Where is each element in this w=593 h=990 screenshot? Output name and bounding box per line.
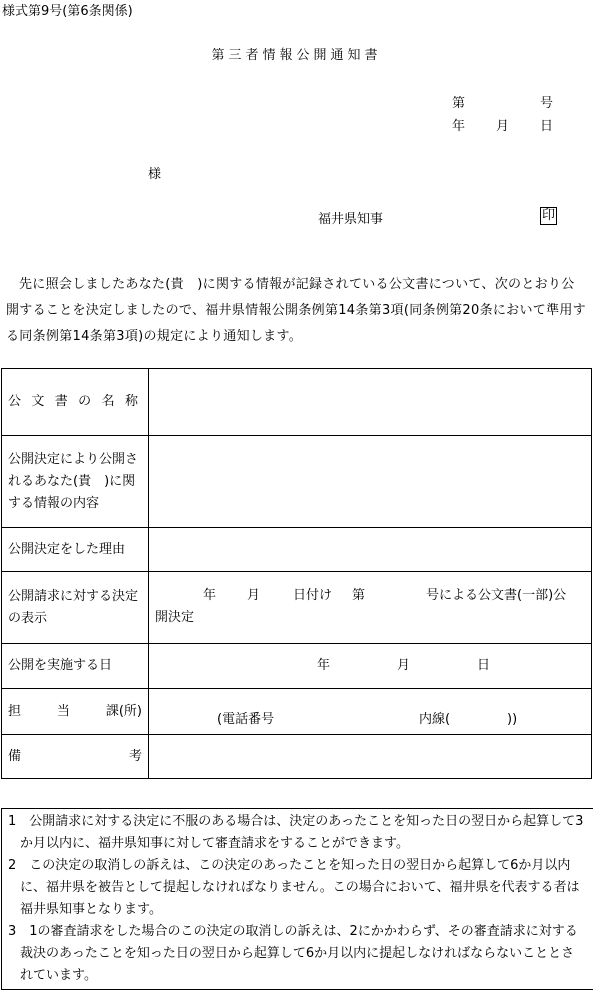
table-row [2,528,592,572]
phone-number-label: (電話番号 [217,712,275,727]
table-row [2,735,592,779]
label-char: 称 [124,394,138,409]
disclosure-table [1,368,592,779]
date-day-label: 日 [540,119,554,134]
remarks-value[interactable] [149,735,592,779]
label-char: 備 [8,748,22,764]
document-name-value[interactable] [149,369,592,436]
disclosed-info-value[interactable] [149,436,592,528]
recipient-label: 様 [148,167,162,182]
department-label [2,689,149,735]
decision-line2-text: 開決定 [155,610,195,625]
disclosure-year-label: 年 [317,658,331,673]
note-item: 3 1の審査請求をした場合のこの決定の取消しの訴えは、2にかかわらず、その審査請求に対する裁決のあったことを知った日の翌日から起算して6か月以内に提起しなければならないこととされています。 [8,924,578,983]
decision-month-label: 月 [247,588,261,603]
label-char: 文 [31,394,45,409]
disclosure-month-label: 月 [397,658,411,673]
remarks-label [2,735,149,779]
table-row [2,369,592,436]
disclosure-date-label: 公開を実施する日 [2,644,149,689]
extension-close: )) [507,712,518,727]
label-char: 考 [128,748,142,764]
label-char: 名 [101,394,115,409]
sender-name: 福井県知事 [318,212,384,227]
disclosure-date-value[interactable] [149,644,592,689]
label-char: 当 [56,703,70,719]
note-item: 1 公開請求に対する決定に不服のある場合は、決定のあったことを知った日の翌日から起算して3か月以内に、福井県知事に対して審査請求をすることができます。 [8,814,584,851]
decision-indication-label: 公開請求に対する決定の表示 [2,572,149,644]
decision-indication-value[interactable] [149,572,592,644]
page-title: 第三者情報公開通知書 [211,48,382,63]
decision-reason-label: 公開決定をした理由 [2,528,149,572]
label-char: 課(所) [105,703,142,719]
date-month-label: 月 [496,119,510,134]
decision-year-label: 年 [203,588,217,603]
label-char: の [78,394,92,409]
form-number: 様式第9号(第6条関係) [2,4,133,19]
decision-dated-label: 日付け [293,588,333,603]
decision-dai-label: 第 [352,588,366,603]
table-row [2,436,592,528]
document-number-suffix: 号 [540,96,554,111]
extension-label: 内線( [419,712,451,727]
document-name-label [2,369,149,436]
table-row [2,689,592,735]
document-number-label: 第 [452,96,466,111]
label-char: 書 [54,394,68,409]
decision-number-text: 号による公文書(一部)公 [426,588,567,603]
date-year-label: 年 [452,119,466,134]
label-char: 担 [8,703,22,719]
decision-reason-value[interactable] [149,528,592,572]
disclosure-day-label: 日 [477,658,491,673]
label-char: 公 [8,394,22,409]
disclosed-info-label: 公開決定により公開されるあなた(貴 )に関する情報の内容 [2,436,149,528]
note-item: 2 この決定の取消しの訴えは、この決定のあったことを知った日の翌日から起算して6か月以内に、福井県を被告として提起しなければなりません。この場合において、福井県を代表する者は福井県知事となります。 [8,858,580,917]
table-row [2,572,592,644]
seal-mark: 印 [542,208,556,223]
table-row [2,644,592,689]
intro-paragraph: 先に照会しましたあなた(貴 )に関する情報が記録されている公文書について、次のとおり公開することを決定しましたので、福井県情報公開条例第14条第3項(同条例第20条において準用する同条例第14条第3項)の規定により通知します。 [6,277,586,344]
department-value[interactable] [149,689,592,735]
